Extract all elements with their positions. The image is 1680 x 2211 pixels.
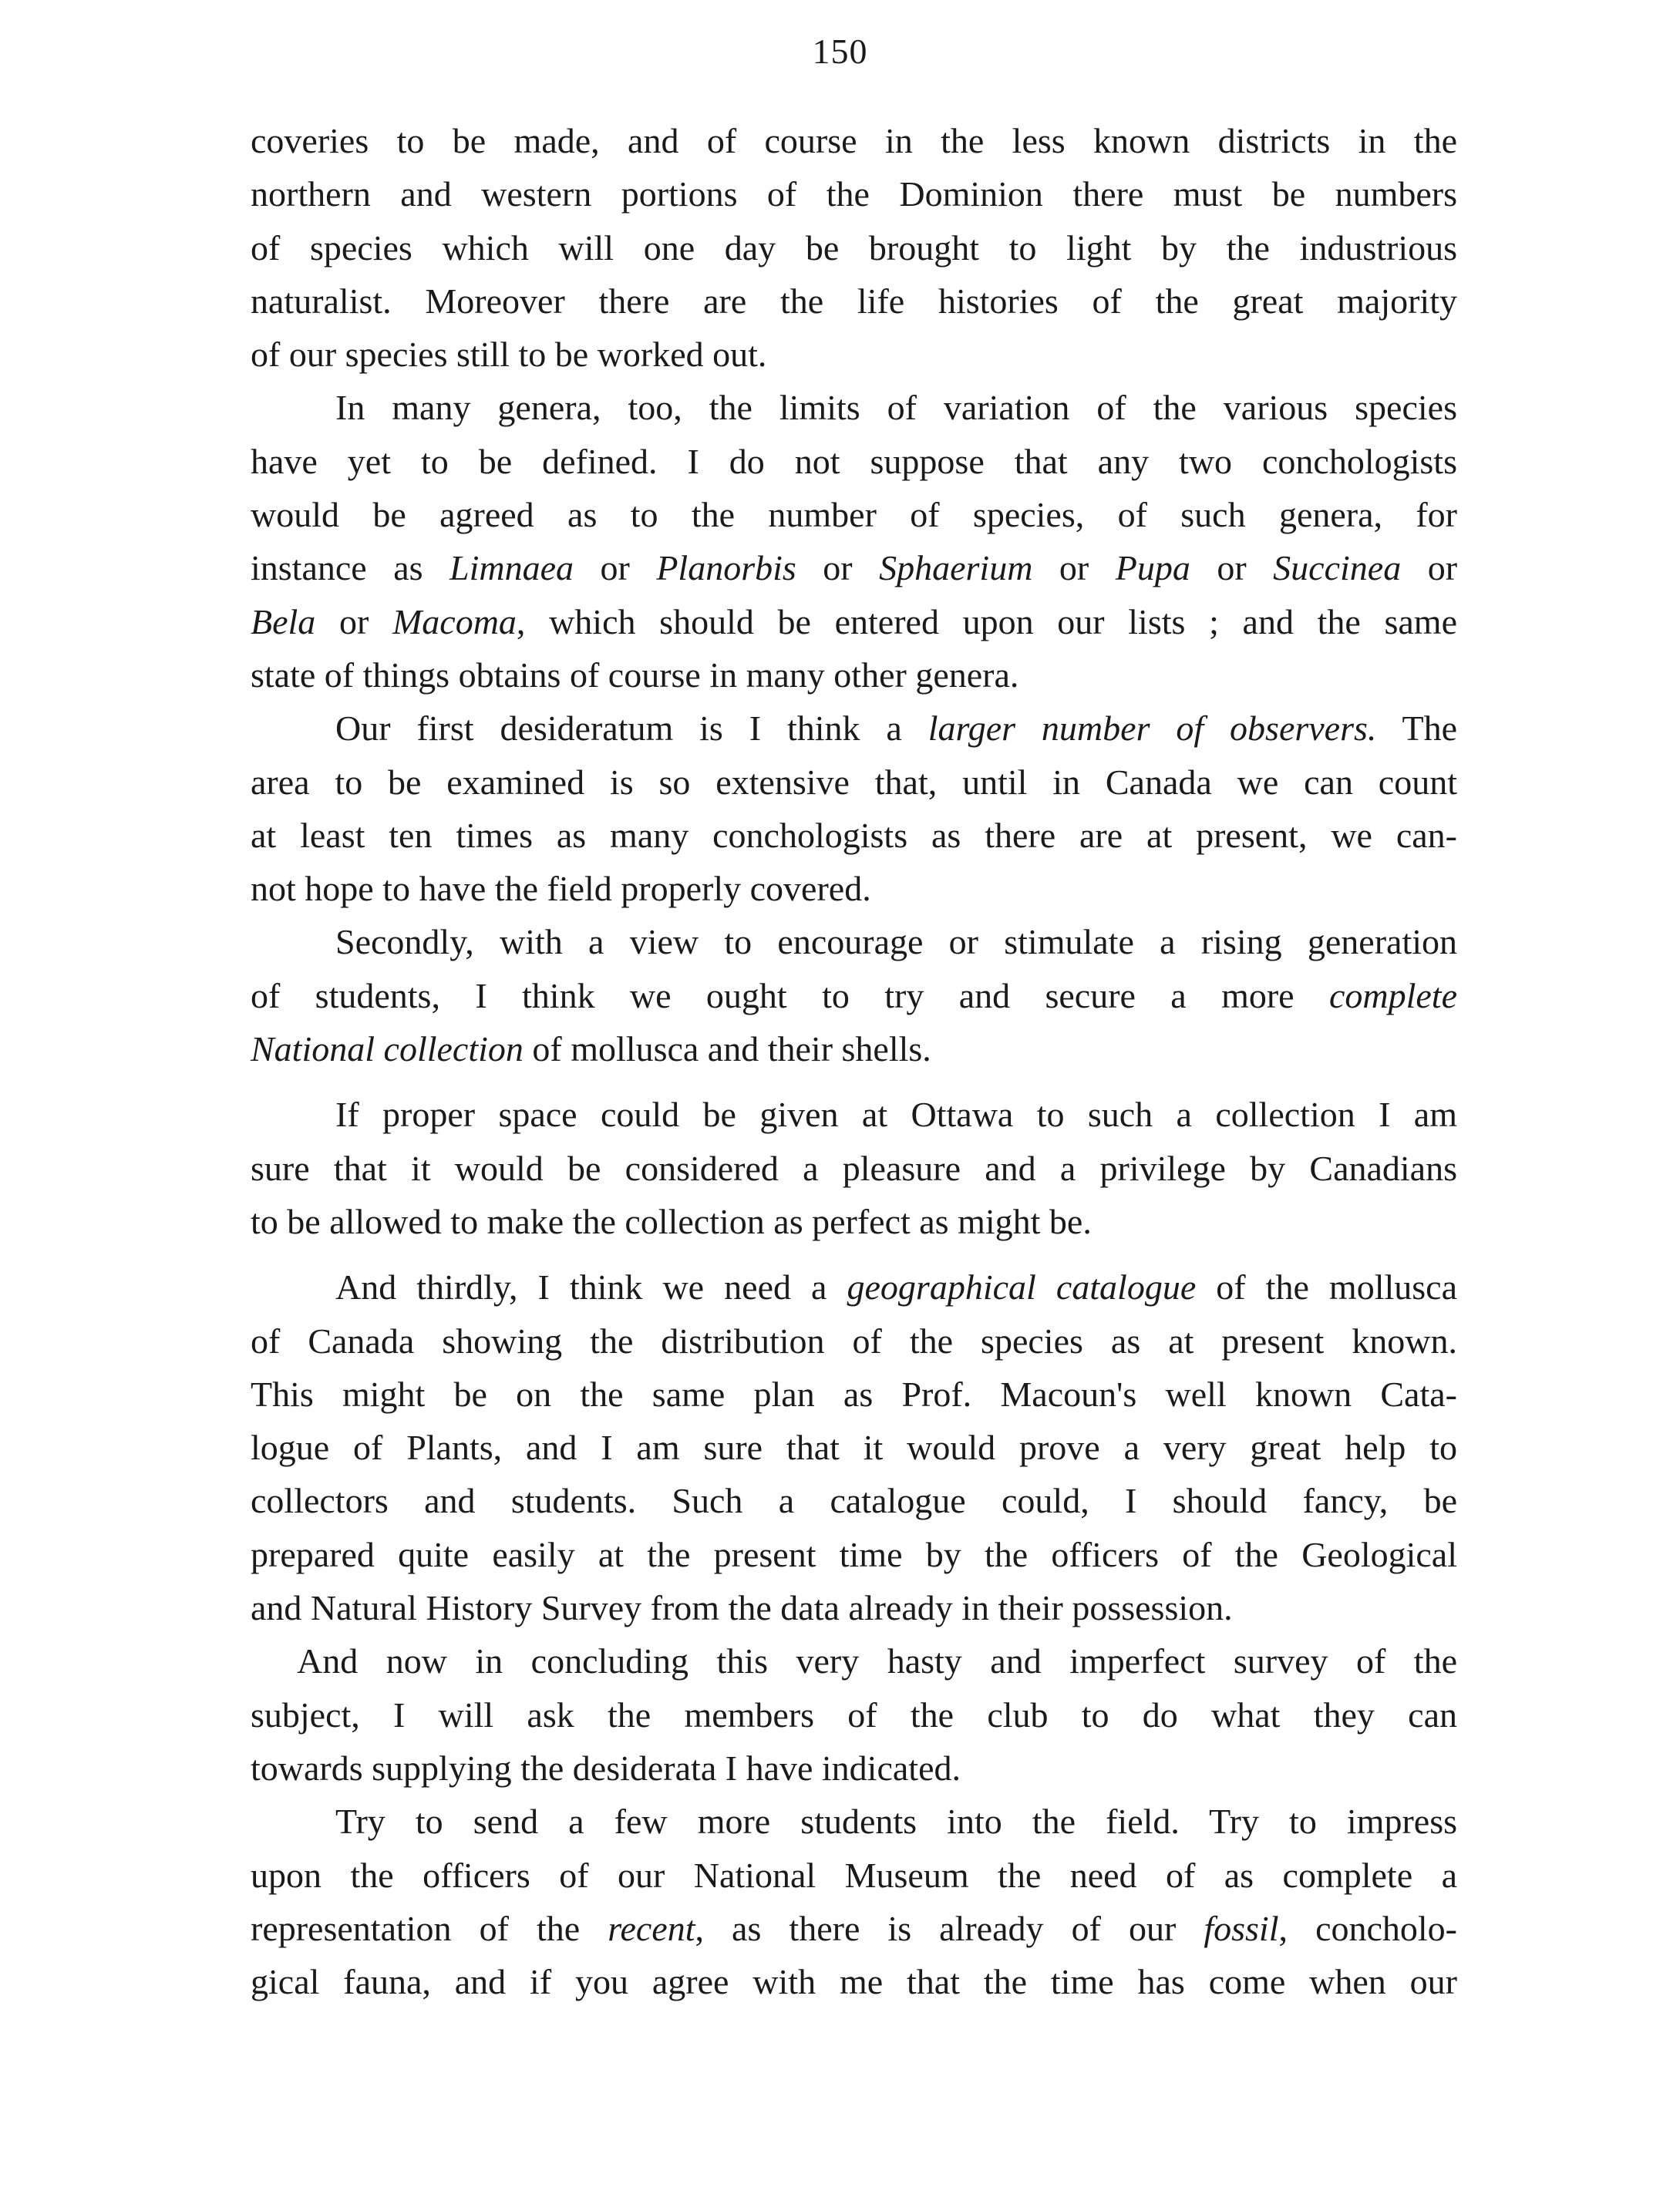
text-line: of our species still to be worked out. [251,335,767,375]
text-line: representation of the recent, as there is already of our fossil, concholo- [251,1908,1457,1948]
genus-name: Pupa [1115,548,1190,588]
text-line: northern and western portions of the Dominion there must be numbers [251,174,1457,214]
text-line: of species which will one day be brought to light by the industrious [251,227,1457,268]
genus-name: Sphaerium [879,548,1033,588]
text-line: would be agreed as to the number of species, of such genera, for [251,495,1457,535]
text-line: at least ten times as many conchologists as there are at present, we can- [251,815,1457,855]
text-line: of students, I think we ought to try and secure a more complete [251,975,1457,1015]
genus-name: Macoma [392,601,517,641]
emphasis: National collection [251,1029,524,1069]
genus-name: Limnaea [449,548,574,588]
emphasis: recent [608,1908,695,1948]
text-line: Our first desideratum is I think a larger number of observers. The [335,708,1457,749]
emphasis: complete [1328,975,1457,1015]
genus-name: Planorbis [656,548,796,588]
text-line: naturalist. Moreover there are the life histories of the great majority [251,281,1457,321]
text-line: logue of Plants, and I am sure that it would prove a very great help to [251,1428,1457,1468]
genus-name: Succinea [1273,548,1402,588]
text-line: not hope to have the field properly covered. [251,869,871,909]
text-line: Try to send a few more students into the field. Try to impress [335,1802,1457,1842]
text-line: collectors and students. Such a catalogue could, I should fancy, be [251,1481,1457,1521]
text-line: have yet to be defined. I do not suppose that any two conchologists [251,441,1457,481]
text-line: instance as Limnaea or Planorbis or Sphaerium or Pupa or Succinea or [251,548,1458,588]
text-line: If proper space could be given at Ottawa to such a collection I am [335,1095,1457,1135]
genus-name: Bela [251,601,316,641]
emphasis: fossil [1204,1908,1279,1948]
text-line: gical fauna, and if you agree with me that the time has come when our [251,1962,1457,2002]
text-line: to be allowed to make the collection as perfect as might be. [251,1201,1092,1241]
text-line: sure that it would be considered a pleasure and a privilege by Canadians [251,1148,1457,1188]
text-line: area to be examined is so extensive that, until in Canada we can count [251,762,1457,802]
text-line: Secondly, with a view to encourage or stimulate a rising generation [335,922,1457,962]
body-text [251,114,1457,2008]
text-line: And now in concluding this very hasty and imperfect survey of the [297,1641,1457,1681]
text-line: National collection of mollusca and their shells. [251,1029,931,1069]
text-line: And thirdly, I think we need a geographical catalogue of the mollusca [335,1267,1457,1307]
text-line: prepared quite easily at the present time by the officers of the Geological [251,1534,1457,1574]
page-number: 150 [812,32,868,71]
text-line: towards supplying the desiderata I have indicated. [251,1748,961,1788]
emphasis: larger number of observers. [928,708,1377,749]
text-line: This might be on the same plan as Prof. Macoun's well known Cata- [251,1374,1457,1414]
text-line: of Canada showing the distribution of the species as at present known. [251,1321,1457,1361]
text-line: subject, I will ask the members of the club to do what they can [251,1694,1457,1735]
text-line: state of things obtains of course in many other genera. [251,655,1019,695]
text-line: upon the officers of our National Museum the need of as complete a [251,1855,1457,1895]
text-line: Bela or Macoma, which should be entered upon our lists ; and the same [251,601,1457,641]
text-line: coveries to be made, and of course in the less known districts in the [251,121,1457,160]
emphasis: geographical catalogue [847,1267,1197,1307]
text-line: and Natural History Survey from the data already in their possession. [251,1588,1233,1628]
text-line: In many genera, too, the limits of variation of the various species [335,388,1457,428]
